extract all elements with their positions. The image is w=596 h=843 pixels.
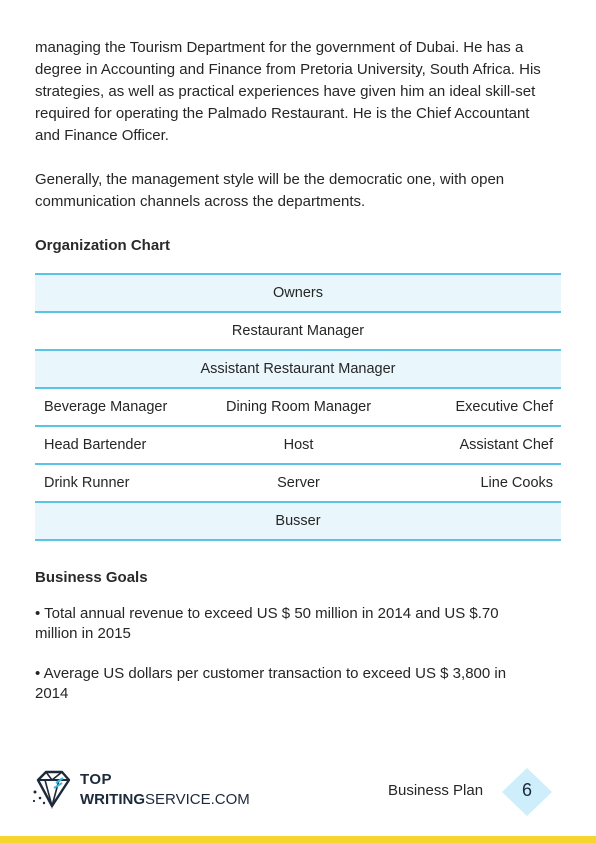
table-row — [35, 389, 561, 427]
brand-logo — [32, 770, 262, 810]
text-line: and Finance Officer. — [35, 127, 169, 144]
text-line: • Total annual revenue to exceed US $ 50 million in 2014 and US $.70 — [35, 605, 499, 622]
document-name: Business Plan — [388, 782, 484, 799]
table-row — [35, 427, 561, 465]
table-row — [35, 503, 561, 541]
cell-owners: Owners — [273, 285, 323, 301]
cell-beverage-manager: Beverage Manager — [44, 399, 168, 415]
table-row — [35, 351, 561, 389]
text-line: managing the Tourism Department for the government of Dubai. He has a — [35, 39, 524, 56]
cell-server: Server — [277, 475, 320, 491]
text-line: required for operating the Palmado Restaurant. He is the Chief Accountant — [35, 105, 530, 122]
logo-text-rest: SERVICE.COM — [145, 791, 250, 808]
goal-item — [35, 604, 555, 644]
org-chart-heading: Organization Chart — [35, 237, 171, 254]
text-line: million in 2015 — [35, 625, 131, 642]
table-row — [35, 313, 561, 351]
table-row — [35, 465, 561, 503]
logo-text-bold: WRITING — [80, 791, 145, 808]
text-line: • Average US dollars per customer transaction to exceed US $ 3,800 in — [35, 665, 507, 682]
intro-paragraph — [35, 37, 565, 147]
cell-busser: Busser — [275, 513, 321, 529]
cell-executive-chef: Executive Chef — [455, 399, 554, 415]
footer-bar — [0, 836, 596, 843]
cell-head-bartender: Head Bartender — [44, 437, 147, 453]
logo-text-bottom — [80, 791, 250, 808]
goal-item — [35, 664, 555, 704]
org-chart-table — [35, 273, 561, 541]
cell-host: Host — [283, 437, 314, 453]
cell-dining-room-manager: Dining Room Manager — [225, 399, 372, 415]
cell-assistant-restaurant-manager: Assistant Restaurant Manager — [200, 361, 396, 377]
business-goals-heading: Business Goals — [35, 569, 148, 586]
cell-drink-runner: Drink Runner — [44, 475, 130, 491]
cell-line-cooks: Line Cooks — [480, 475, 554, 491]
text-line: 2014 — [35, 685, 69, 702]
cell-assistant-chef: Assistant Chef — [459, 437, 554, 453]
logo-text-top: TOP — [80, 771, 113, 788]
page-number: 6 — [521, 780, 532, 800]
text-line: communication channels across the departments. — [35, 193, 366, 210]
diamond-logo-icon — [32, 770, 74, 810]
table-row — [35, 275, 561, 313]
cell-restaurant-manager: Restaurant Manager — [231, 323, 365, 339]
text-line: Generally, the management style will be the democratic one, with open — [35, 171, 505, 188]
text-line: degree in Accounting and Finance from Pretoria University, South Africa. His — [35, 61, 541, 78]
text-line: strategies, as well as practical experiences have given him an ideal skill-set — [35, 83, 536, 100]
management-paragraph — [35, 169, 565, 213]
